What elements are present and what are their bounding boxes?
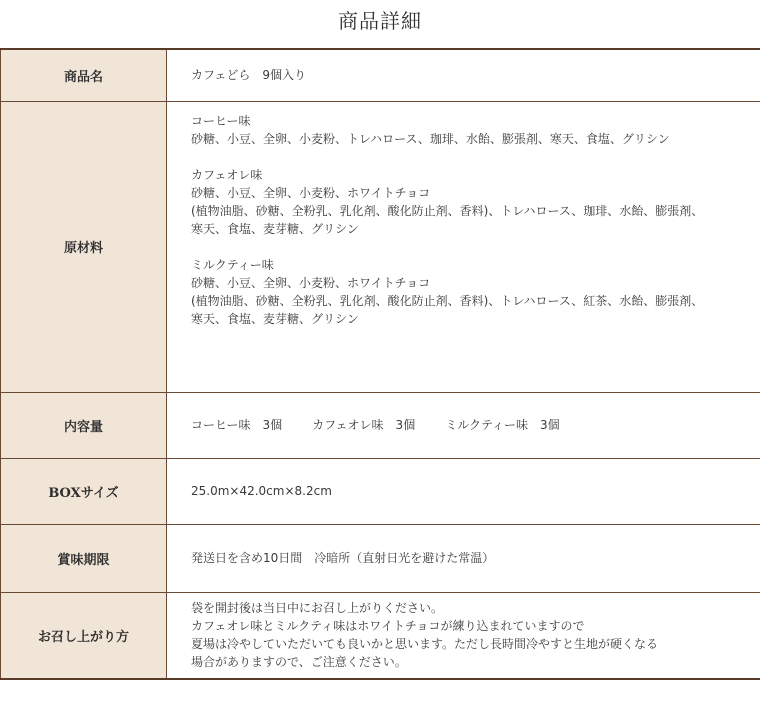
how-to-eat-label: お召し上がり方 <box>1 592 167 679</box>
ingredients-label: 原材料 <box>1 101 167 392</box>
how-to-eat-value <box>167 592 760 679</box>
ingredients-line: (植物油脂、砂糖、全粉乳、乳化剤、酸化防止剤、香料)、トレハロース、紅茶、水飴、膨張剤、 <box>191 293 704 308</box>
page-title: 商品詳細 <box>338 9 422 33</box>
contents-item-coffee: コーヒー味 3個 <box>191 418 283 432</box>
ingredients-line: 砂糖、小豆、全卵、小麦粉、トレハロース、珈琲、水飴、膨張剤、寒天、食塩、グリシン <box>191 131 670 146</box>
ingredients-heading: コーヒー味 <box>191 113 251 128</box>
how-to-eat-line: カフェオレ味とミルクティ味はホワイトチョコが練り込まれていますので <box>191 619 585 634</box>
ingredients-group-cafe-au-lait <box>191 166 750 238</box>
contents-item-milk-tea: ミルクティー味 3個 <box>445 418 560 432</box>
product-name-label: 商品名 <box>1 49 167 101</box>
how-to-eat-line: 場合がありますので、ご注意ください。 <box>191 655 407 670</box>
best-before-value: 発送日を含め10日間 冷暗所（直射日光を避けた常温） <box>167 524 760 592</box>
ingredients-line: (植物油脂、砂糖、全粉乳、乳化剤、酸化防止剤、香料)、トレハロース、珈琲、水飴、膨張剤、 <box>191 203 704 218</box>
product-spec-table <box>0 48 760 680</box>
box-size-label: BOXサイズ <box>1 458 167 524</box>
ingredients-heading: ミルクティー味 <box>191 257 274 272</box>
ingredients-group-milk-tea <box>191 256 750 328</box>
ingredients-line: 砂糖、小豆、全卵、小麦粉、ホワイトチョコ <box>191 185 431 200</box>
row-ingredients <box>1 101 760 392</box>
row-contents <box>1 392 760 458</box>
ingredients-value <box>167 101 760 392</box>
ingredients-heading: カフェオレ味 <box>191 167 263 182</box>
ingredients-group-coffee <box>191 112 750 148</box>
how-to-eat-line: 夏場は冷やしていただいても良いかと思います。ただし長時間冷やすと生地が硬くなる <box>191 637 659 652</box>
contents-value <box>167 392 760 458</box>
contents-item-cafe-au-lait: カフェオレ味 3個 <box>312 418 416 432</box>
best-before-label: 賞味期限 <box>1 524 167 592</box>
how-to-eat-line: 袋を開封後は当日中にお召し上がりください。 <box>191 601 444 616</box>
product-name-value: カフェどら 9個入り <box>167 49 760 101</box>
ingredients-line: 寒天、食塩、麦芽糖、グリシン <box>191 311 359 326</box>
row-product-name <box>1 49 760 101</box>
box-size-value: 25.0m×42.0cm×8.2cm <box>167 458 760 524</box>
row-best-before <box>1 524 760 592</box>
row-box-size <box>1 458 760 524</box>
ingredients-line: 砂糖、小豆、全卵、小麦粉、ホワイトチョコ <box>191 275 431 290</box>
row-how-to-eat <box>1 592 760 679</box>
contents-label: 内容量 <box>1 392 167 458</box>
ingredients-line: 寒天、食塩、麦芽糖、グリシン <box>191 221 359 236</box>
